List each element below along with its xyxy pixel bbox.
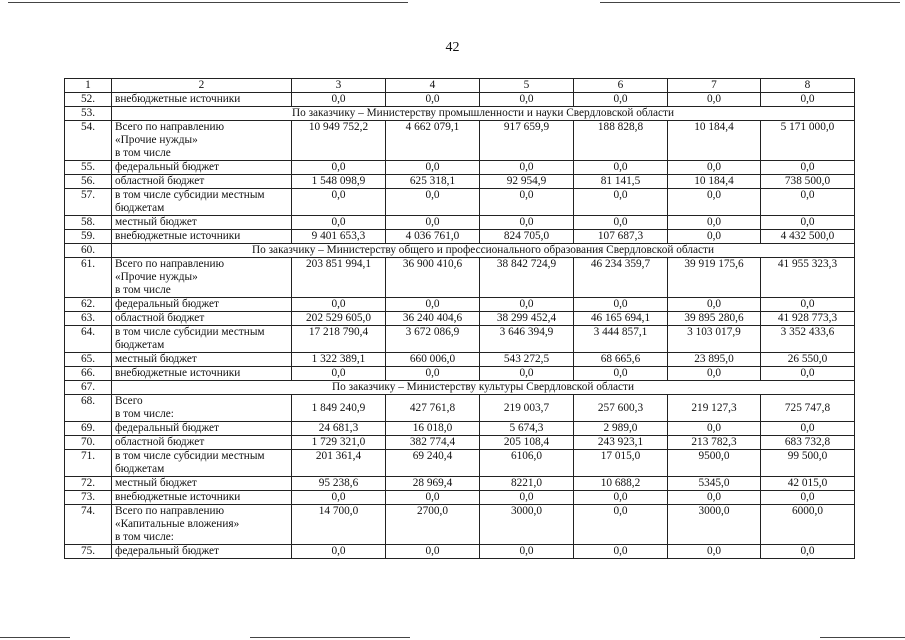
- row-label-line: бюджетам: [115, 463, 165, 475]
- value-cell: 203 851 994,1: [292, 258, 386, 298]
- value-cell: 23 895,0: [668, 353, 761, 367]
- section-row: [65, 244, 855, 258]
- value-cell: 0,0: [668, 161, 761, 175]
- value-cell: 107 687,3: [574, 230, 668, 244]
- row-label-line: в том числе:: [115, 408, 174, 420]
- row-label-line: федеральный бюджет: [115, 161, 219, 173]
- value-cell: 0,0: [386, 161, 480, 175]
- value-cell: 213 782,3: [668, 436, 761, 450]
- value-cell: 0,0: [668, 230, 761, 244]
- value-cell: 42 015,0: [761, 477, 855, 491]
- value-cell: 0,0: [761, 93, 855, 107]
- value-cell: 243 923,1: [574, 436, 668, 450]
- value-cell: 9500,0: [668, 450, 761, 477]
- value-cell: 0,0: [386, 545, 480, 559]
- top-right-border-line: [600, 2, 900, 3]
- table-row: [65, 298, 855, 312]
- value-cell: 0,0: [480, 367, 574, 381]
- page-number: 42: [445, 40, 460, 55]
- value-cell: 81 141,5: [574, 175, 668, 189]
- value-cell: 0,0: [480, 491, 574, 505]
- row-label: [112, 121, 292, 161]
- value-cell: 1 849 240,9: [292, 395, 386, 422]
- value-cell: 10 184,4: [668, 175, 761, 189]
- table-row: [65, 175, 855, 189]
- row-label: [112, 230, 292, 244]
- value-cell: 2700,0: [386, 505, 480, 545]
- row-label-line: местный бюджет: [115, 477, 197, 489]
- row-label-line: бюджетам: [115, 202, 165, 214]
- value-cell: 0,0: [761, 422, 855, 436]
- value-cell: 0,0: [292, 298, 386, 312]
- value-cell: 824 705,0: [480, 230, 574, 244]
- value-cell: 0,0: [668, 545, 761, 559]
- value-cell: 99 500,0: [761, 450, 855, 477]
- row-label-line: бюджетам: [115, 339, 165, 351]
- table-row: [65, 367, 855, 381]
- value-cell: 205 108,4: [480, 436, 574, 450]
- value-cell: 16 018,0: [386, 422, 480, 436]
- row-label-line: областной бюджет: [115, 175, 205, 187]
- column-number-header: 8: [761, 79, 855, 93]
- table-row: [65, 422, 855, 436]
- row-label: [112, 367, 292, 381]
- value-cell: 0,0: [292, 491, 386, 505]
- value-cell: 0,0: [480, 161, 574, 175]
- column-number-header: 3: [292, 79, 386, 93]
- value-cell: 201 361,4: [292, 450, 386, 477]
- value-cell: 4 432 500,0: [761, 230, 855, 244]
- value-cell: 0,0: [574, 161, 668, 175]
- table-row: [65, 353, 855, 367]
- value-cell: 0,0: [480, 216, 574, 230]
- row-index: 72.: [65, 477, 112, 491]
- row-label: [112, 477, 292, 491]
- value-cell: 6000,0: [761, 505, 855, 545]
- value-cell: 68 665,6: [574, 353, 668, 367]
- budget-table: [64, 78, 855, 559]
- row-label-line: в том числе субсидии местным: [115, 326, 265, 338]
- row-label-line: местный бюджет: [115, 216, 197, 228]
- table-row: [65, 230, 855, 244]
- value-cell: 3 672 086,9: [386, 326, 480, 353]
- value-cell: 38 299 452,4: [480, 312, 574, 326]
- table-row: [65, 505, 855, 545]
- row-index: 55.: [65, 161, 112, 175]
- bottom-mid-border-line: [250, 637, 410, 638]
- value-cell: 10 949 752,2: [292, 121, 386, 161]
- value-cell: 3000,0: [480, 505, 574, 545]
- value-cell: 0,0: [292, 545, 386, 559]
- row-label-line: в том числе: [115, 284, 171, 296]
- table-row: [65, 436, 855, 450]
- value-cell: 0,0: [668, 216, 761, 230]
- table-row: [65, 450, 855, 477]
- value-cell: 0,0: [761, 367, 855, 381]
- row-label-line: Всего: [115, 395, 143, 407]
- value-cell: 0,0: [761, 189, 855, 216]
- row-label-line: «Капитальные вложения»: [115, 518, 240, 530]
- value-cell: 5345,0: [668, 477, 761, 491]
- row-index: 59.: [65, 230, 112, 244]
- value-cell: 0,0: [386, 93, 480, 107]
- value-cell: 0,0: [574, 189, 668, 216]
- value-cell: 36 900 410,6: [386, 258, 480, 298]
- value-cell: 17 015,0: [574, 450, 668, 477]
- value-cell: 4 662 079,1: [386, 121, 480, 161]
- value-cell: 92 954,9: [480, 175, 574, 189]
- row-label-line: «Прочие нужды»: [115, 271, 198, 283]
- value-cell: 38 842 724,9: [480, 258, 574, 298]
- bottom-left-border-line: [0, 637, 70, 638]
- value-cell: 46 234 359,7: [574, 258, 668, 298]
- table-row: [65, 545, 855, 559]
- row-label: [112, 326, 292, 353]
- section-title: По заказчику – Министерству промышленности и науки Свердловской области: [112, 107, 855, 121]
- row-label-line: в том числе субсидии местным: [115, 189, 265, 201]
- value-cell: 0,0: [574, 367, 668, 381]
- row-index: 60.: [65, 244, 112, 258]
- value-cell: 3 646 394,9: [480, 326, 574, 353]
- row-index: 56.: [65, 175, 112, 189]
- column-number-header: 4: [386, 79, 480, 93]
- row-index: 64.: [65, 326, 112, 353]
- value-cell: 0,0: [574, 545, 668, 559]
- table-row: [65, 395, 855, 422]
- row-label-line: внебюджетные источники: [115, 93, 241, 105]
- row-index: 62.: [65, 298, 112, 312]
- row-index: 53.: [65, 107, 112, 121]
- value-cell: 6106,0: [480, 450, 574, 477]
- value-cell: 0,0: [574, 216, 668, 230]
- row-index: 66.: [65, 367, 112, 381]
- value-cell: 0,0: [480, 298, 574, 312]
- row-index: 65.: [65, 353, 112, 367]
- value-cell: 0,0: [292, 216, 386, 230]
- value-cell: 0,0: [761, 491, 855, 505]
- value-cell: 0,0: [668, 367, 761, 381]
- row-index: 73.: [65, 491, 112, 505]
- table-row: [65, 491, 855, 505]
- value-cell: 660 006,0: [386, 353, 480, 367]
- table-row: [65, 93, 855, 107]
- value-cell: 0,0: [386, 298, 480, 312]
- row-label: [112, 161, 292, 175]
- row-label-line: внебюджетные источники: [115, 367, 241, 379]
- row-label: [112, 258, 292, 298]
- row-index: 71.: [65, 450, 112, 477]
- value-cell: 382 774,4: [386, 436, 480, 450]
- value-cell: 69 240,4: [386, 450, 480, 477]
- row-label-line: Всего по направлению: [115, 121, 225, 133]
- row-index: 58.: [65, 216, 112, 230]
- value-cell: 41 928 773,3: [761, 312, 855, 326]
- value-cell: 188 828,8: [574, 121, 668, 161]
- row-label: [112, 298, 292, 312]
- value-cell: 0,0: [668, 93, 761, 107]
- column-number-header: 5: [480, 79, 574, 93]
- row-index: 52.: [65, 93, 112, 107]
- section-row: [65, 381, 855, 395]
- value-cell: 0,0: [574, 491, 668, 505]
- row-label-line: Всего по направлению: [115, 505, 225, 517]
- row-label: [112, 175, 292, 189]
- value-cell: 202 529 605,0: [292, 312, 386, 326]
- table-row: [65, 312, 855, 326]
- value-cell: 3 103 017,9: [668, 326, 761, 353]
- value-cell: 3 444 857,1: [574, 326, 668, 353]
- value-cell: 4 036 761,0: [386, 230, 480, 244]
- section-title: По заказчику – Министерству общего и профессионального образования Свердловской области: [112, 244, 855, 258]
- row-label-line: областной бюджет: [115, 436, 205, 448]
- value-cell: 0,0: [386, 216, 480, 230]
- row-label: [112, 436, 292, 450]
- value-cell: 0,0: [761, 161, 855, 175]
- row-label: [112, 93, 292, 107]
- value-cell: 738 500,0: [761, 175, 855, 189]
- row-label-line: в том числе субсидии местным: [115, 450, 265, 462]
- column-number-header: 2: [112, 79, 292, 93]
- row-index: 75.: [65, 545, 112, 559]
- row-index: 54.: [65, 121, 112, 161]
- value-cell: 0,0: [480, 545, 574, 559]
- table-row: [65, 216, 855, 230]
- value-cell: 41 955 323,3: [761, 258, 855, 298]
- value-cell: 0,0: [761, 298, 855, 312]
- row-index: 57.: [65, 189, 112, 216]
- value-cell: 725 747,8: [761, 395, 855, 422]
- column-number-header: 1: [65, 79, 112, 93]
- row-label-line: внебюджетные источники: [115, 491, 241, 503]
- row-label: [112, 450, 292, 477]
- top-left-border-line: [8, 2, 408, 3]
- value-cell: 95 238,6: [292, 477, 386, 491]
- row-label: [112, 189, 292, 216]
- table-row: [65, 258, 855, 298]
- value-cell: 0,0: [574, 505, 668, 545]
- value-cell: 10 184,4: [668, 121, 761, 161]
- value-cell: 26 550,0: [761, 353, 855, 367]
- value-cell: 219 003,7: [480, 395, 574, 422]
- section-row: [65, 107, 855, 121]
- section-title: По заказчику – Министерству культуры Свердловской области: [112, 381, 855, 395]
- row-label: [112, 395, 292, 422]
- row-label: [112, 312, 292, 326]
- value-cell: 0,0: [761, 216, 855, 230]
- value-cell: 1 729 321,0: [292, 436, 386, 450]
- value-cell: 0,0: [668, 298, 761, 312]
- row-label-line: федеральный бюджет: [115, 422, 219, 434]
- value-cell: 2 989,0: [574, 422, 668, 436]
- bottom-right-border-line: [820, 637, 905, 638]
- row-index: 63.: [65, 312, 112, 326]
- value-cell: 625 318,1: [386, 175, 480, 189]
- row-label: [112, 422, 292, 436]
- value-cell: 14 700,0: [292, 505, 386, 545]
- row-label-line: местный бюджет: [115, 353, 197, 365]
- value-cell: 5 171 000,0: [761, 121, 855, 161]
- value-cell: 39 919 175,6: [668, 258, 761, 298]
- row-label-line: «Прочие нужды»: [115, 134, 198, 146]
- value-cell: 0,0: [386, 491, 480, 505]
- row-label-line: внебюджетные источники: [115, 230, 241, 242]
- row-label: [112, 353, 292, 367]
- value-cell: 5 674,3: [480, 422, 574, 436]
- table-header-row: [65, 79, 855, 93]
- value-cell: 427 761,8: [386, 395, 480, 422]
- value-cell: 0,0: [292, 161, 386, 175]
- value-cell: 1 322 389,1: [292, 353, 386, 367]
- table-body: [65, 93, 855, 559]
- row-label-line: федеральный бюджет: [115, 298, 219, 310]
- value-cell: 17 218 790,4: [292, 326, 386, 353]
- value-cell: 1 548 098,9: [292, 175, 386, 189]
- row-label: [112, 491, 292, 505]
- value-cell: 3 352 433,6: [761, 326, 855, 353]
- column-number-header: 7: [668, 79, 761, 93]
- value-cell: 543 272,5: [480, 353, 574, 367]
- table-row: [65, 161, 855, 175]
- value-cell: 0,0: [668, 189, 761, 216]
- row-label-line: в том числе: [115, 147, 171, 159]
- value-cell: 0,0: [668, 491, 761, 505]
- value-cell: 0,0: [386, 367, 480, 381]
- value-cell: 46 165 694,1: [574, 312, 668, 326]
- column-number-header: 6: [574, 79, 668, 93]
- value-cell: 219 127,3: [668, 395, 761, 422]
- table-row: [65, 189, 855, 216]
- row-label-line: областной бюджет: [115, 312, 205, 324]
- row-label: [112, 545, 292, 559]
- value-cell: 24 681,3: [292, 422, 386, 436]
- value-cell: 39 895 280,6: [668, 312, 761, 326]
- row-index: 67.: [65, 381, 112, 395]
- value-cell: 0,0: [480, 93, 574, 107]
- row-label: [112, 505, 292, 545]
- value-cell: 257 600,3: [574, 395, 668, 422]
- value-cell: 0,0: [480, 189, 574, 216]
- value-cell: 10 688,2: [574, 477, 668, 491]
- value-cell: 0,0: [292, 367, 386, 381]
- value-cell: 0,0: [574, 93, 668, 107]
- row-index: 61.: [65, 258, 112, 298]
- row-index: 69.: [65, 422, 112, 436]
- row-label-line: Всего по направлению: [115, 258, 225, 270]
- value-cell: 36 240 404,6: [386, 312, 480, 326]
- value-cell: 3000,0: [668, 505, 761, 545]
- value-cell: 0,0: [668, 422, 761, 436]
- row-label-line: федеральный бюджет: [115, 545, 219, 557]
- value-cell: 0,0: [386, 189, 480, 216]
- value-cell: 28 969,4: [386, 477, 480, 491]
- table-row: [65, 121, 855, 161]
- value-cell: 917 659,9: [480, 121, 574, 161]
- value-cell: 0,0: [761, 545, 855, 559]
- table-row: [65, 326, 855, 353]
- value-cell: 9 401 653,3: [292, 230, 386, 244]
- value-cell: 8221,0: [480, 477, 574, 491]
- row-index: 74.: [65, 505, 112, 545]
- row-label-line: в том числе:: [115, 531, 174, 543]
- value-cell: 0,0: [292, 93, 386, 107]
- row-label: [112, 216, 292, 230]
- value-cell: 683 732,8: [761, 436, 855, 450]
- value-cell: 0,0: [292, 189, 386, 216]
- row-index: 70.: [65, 436, 112, 450]
- row-index: 68.: [65, 395, 112, 422]
- table-row: [65, 477, 855, 491]
- value-cell: 0,0: [574, 298, 668, 312]
